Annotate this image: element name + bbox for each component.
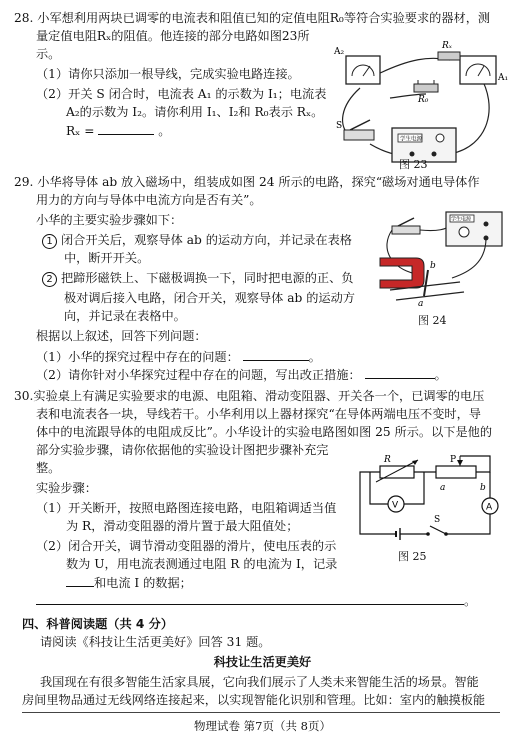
figure-23-caption: 图 23 xyxy=(399,158,428,171)
q30-blank-1[interactable] xyxy=(66,574,94,587)
figure-25-caption: 图 25 xyxy=(398,550,427,563)
q30-line-7: （1）开关断开，按照电路图连接电路，电阻箱调适当值 xyxy=(36,501,337,515)
q28-rx-label: Rₓ = xyxy=(66,124,95,138)
q28-answer-row: Rₓ = 。 xyxy=(66,124,171,138)
q29-step-1b: 中，断开开关。 xyxy=(64,251,150,265)
q30-line-11-text: 和电流 I 的数据； xyxy=(94,576,192,590)
q29-question-1: （1）小华的探究过程中存在的问题： 。 xyxy=(36,350,321,364)
q28-line-4: （1）请你只添加一根导线，完成实验电路连接。 xyxy=(36,67,300,81)
fig25-p-label: P xyxy=(450,455,457,465)
figure-24 xyxy=(360,208,510,312)
q28-line-1: 28. 小军想利用两块已调零的电流表和阻值已知的定值电阻R₀等符合实验要求的器材，测 xyxy=(14,11,491,25)
ammeter-a2-icon xyxy=(346,56,380,84)
q29-question-2-text: （2）请你针对小华探究过程中存在的问题，写出改正措施： xyxy=(36,368,361,382)
section-4-title: 四、科普阅读题（共 4 分） xyxy=(22,617,174,631)
resistor-r-icon xyxy=(380,466,414,478)
q29-line-3: 小华的主要实验步骤如下： xyxy=(36,213,183,227)
resistor-rx-icon xyxy=(438,52,460,60)
q28-line-5: （2）开关 S 闭合时，电流表 A₁ 的示数为 I₁；电流表 xyxy=(36,87,327,101)
q30-line-4: 部分实验步骤，请你依据他的实验设计图把步骤补充完 xyxy=(36,443,329,457)
q30-line-3: 体中的电流跟导体的电阻成反比”。小华设计的实验电路图如图 25 所示。以下是他的 xyxy=(36,425,493,439)
step-2-marker: 2 xyxy=(42,272,57,287)
q29-step-2b: 极对调后接入电路，闭合开关，观察导体 ab 的运动方 xyxy=(64,291,355,305)
article-title: 科技让生活更美好 xyxy=(213,655,312,669)
fig25-a-label: a xyxy=(440,483,446,493)
step-1-marker: 1 xyxy=(42,234,57,249)
q30-line-11 xyxy=(66,574,192,591)
fig25-r-label: R xyxy=(384,455,391,465)
figure-25 xyxy=(350,452,510,558)
q29-step-1a xyxy=(42,232,352,249)
fig25-v-label: V xyxy=(392,500,399,511)
rheostat-icon xyxy=(436,466,476,478)
q30-line-6: 实验步骤： xyxy=(36,481,97,495)
q29-answer-2-blank[interactable] xyxy=(365,366,435,379)
q29-step-2a-text: 把蹄形磁铁上、下磁极调换一下，同时把电源的正、负 xyxy=(61,271,354,285)
switch-icon xyxy=(392,226,420,234)
fig24-supply-label: 学生电源 xyxy=(451,216,472,223)
q28-answer-blank[interactable] xyxy=(98,122,154,135)
article-paragraph-1: 我国现在有很多智能生活家具展，它向我们展示了人类未来智能生活的场景。智能 xyxy=(40,675,479,689)
fig23-s-label: S xyxy=(336,121,343,131)
section-4-intro: 请阅读《科技让生活更美好》回答 31 题。 xyxy=(40,635,271,649)
q30-line-1: 30.实验桌上有满足实验要求的电源、电阻箱、滑动变阻器、开关各一个，已调零的电压 xyxy=(14,389,485,403)
switch-s-icon xyxy=(344,130,374,140)
article-paragraph-2: 房间里物品通过无线网络连接起来，以实现智能化识别和管理。比如：室内的触摸板能 xyxy=(22,693,486,707)
page-footer: 物理试卷 第7页（共 8页） xyxy=(194,719,331,733)
q29-step-1a-text: 闭合开关后，观察导体 ab 的运动方向，并记录在表格 xyxy=(61,233,352,247)
fig23-supply-label: 学生电源 xyxy=(400,136,423,143)
resistor-r0-icon xyxy=(414,84,438,92)
fig23-rx-label: Rₓ xyxy=(442,41,452,51)
fig25-b-label: b xyxy=(480,483,486,493)
q29-step-2c: 向，并记录在表格中。 xyxy=(64,309,186,323)
q29-line-1: 29. 小华将导体 ab 放入磁场中，组装成如图 24 所示的电路，探究“磁场对通电导体作 xyxy=(14,175,480,189)
fig25-s-label: S xyxy=(434,515,441,525)
fig23-r0-label: R₀ xyxy=(418,95,429,105)
q29-question-1-text: （1）小华的探究过程中存在的问题： xyxy=(36,350,239,364)
q29-line-4: 根据以上叙述，回答下列问题： xyxy=(36,329,207,343)
footer-rule xyxy=(22,712,500,713)
q30-line-9: （2）闭合开关，调节滑动变阻器的滑片，使电压表的示 xyxy=(36,539,337,553)
horseshoe-magnet-icon xyxy=(380,258,424,288)
q30-line-2: 表和电流表各一块，导线若干。小华利用以上器材探究“在导体两端电压不变时，导 xyxy=(36,407,481,421)
q29-line-2: 用力的方向与导体中电流方向是否有关”。 xyxy=(36,193,262,207)
figure-23 xyxy=(330,36,510,176)
q29-step-2a xyxy=(42,270,354,287)
q28-line-6: A₂的示数为 I₂。请你利用 I₁、I₂和 R₀表示 Rₓ。 xyxy=(66,105,324,119)
fig23-a1-label: A₁ xyxy=(498,73,509,83)
switch-s-icon xyxy=(430,526,446,534)
fig24-a-label: a xyxy=(418,299,424,309)
conductor-ab-icon xyxy=(424,270,428,296)
figure-24-caption: 图 24 xyxy=(418,314,447,327)
fig23-a2-label: A₂ xyxy=(334,47,345,57)
fig24-b-label: b xyxy=(430,261,436,271)
q30-blank-2[interactable] xyxy=(36,592,464,605)
q28-line-3: 示。 xyxy=(36,47,61,61)
fig25-a-meter-label: A xyxy=(486,502,493,513)
q29-answer-1-blank[interactable] xyxy=(243,348,309,361)
q30-line-8: 为 R，滑动变阻器的滑片置于最大阻值处； xyxy=(66,519,299,533)
q28-line-2: 量定值电阻Rₓ的阻值。他连接的部分电路如图23所 xyxy=(36,29,310,43)
q30-answer-row: 。 xyxy=(36,592,506,609)
q30-line-10: 数为 U，用电流表测通过电阻 R 的电流为 I，记录 xyxy=(66,557,338,571)
ammeter-a1-icon xyxy=(460,56,496,84)
q29-question-2: （2）请你针对小华探究过程中存在的问题，写出改正措施： 。 xyxy=(36,368,447,382)
q30-line-5: 整。 xyxy=(36,461,61,475)
